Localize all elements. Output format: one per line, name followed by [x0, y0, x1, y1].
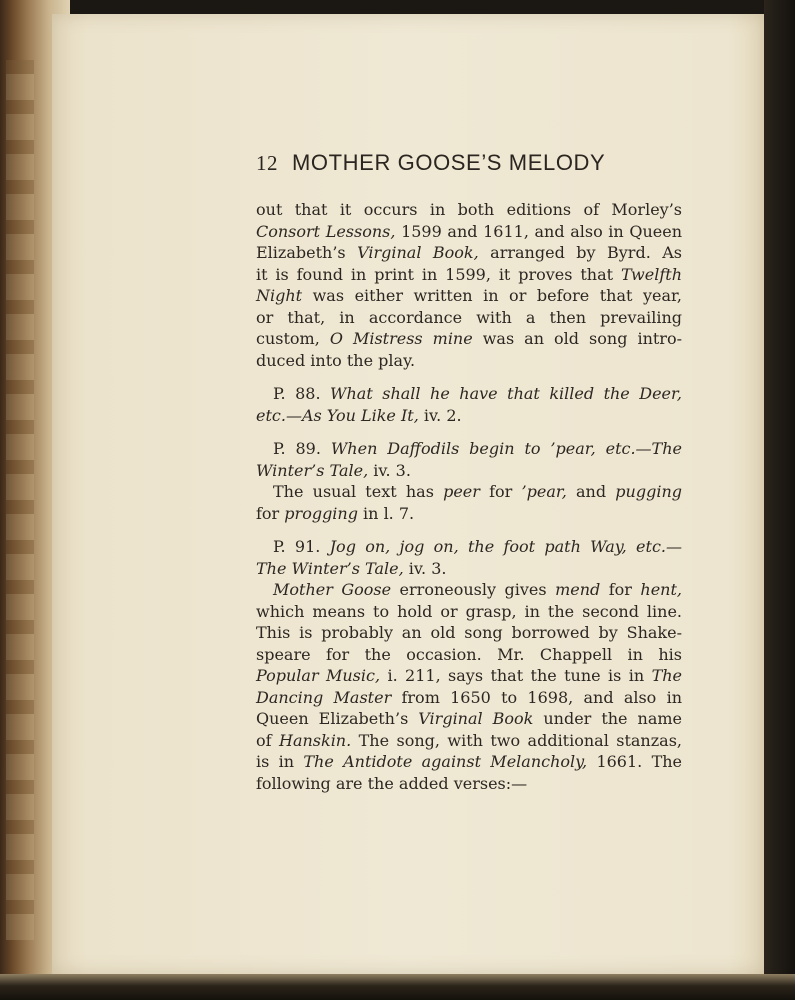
italic-span: Jog on, jog on, the foot path Way, etc.— — [329, 537, 682, 556]
text-line-19: This is probably an old song borrowed by Shake- — [256, 623, 682, 642]
page-bottom-edge — [0, 974, 795, 1000]
text-line-12: Winter’s Tale, iv. 3. — [256, 460, 411, 480]
italic-span: progging — [284, 503, 358, 523]
italic-span: The — [651, 666, 683, 685]
text-line-11: P. 89. When Daffodils begin to ’pear, etc.—The — [273, 439, 682, 458]
italic-span: The Winter’s Tale, — [256, 558, 404, 578]
running-title: MOTHER GOOSE’S MELODY — [292, 150, 606, 175]
text-line-1: out that it occurs in both editions of Morley’s — [256, 200, 682, 219]
text-line-26: following are the added verses:— — [256, 773, 528, 793]
text-line-24: of Hanskin. The song, with two additional stanzas, — [256, 730, 682, 750]
spine-wear-texture — [6, 60, 34, 940]
italic-span: Virginal Book — [418, 709, 534, 728]
text-line-21: Popular Music, i. 211, says that the tune is in The — [256, 666, 683, 685]
italic-span: ’pear, — [521, 482, 567, 501]
text-line-7: custom, O Mistress mine was an old song intro- — [256, 329, 682, 348]
text-line-16: The Winter’s Tale, iv. 3. — [256, 558, 447, 578]
paragraph-gap — [256, 371, 682, 383]
italic-span: Twelfth — [620, 264, 682, 284]
italic-span: O Mistress mine — [329, 329, 473, 348]
paragraph-gap — [256, 426, 682, 438]
italic-span: Night — [256, 286, 303, 305]
text-line-10: etc.—As You Like It, iv. 2. — [256, 405, 462, 425]
text-line-23: Queen Elizabeth’s Virginal Book under the name — [256, 709, 682, 728]
text-line-18: which means to hold or grasp, in the second line. — [256, 601, 682, 621]
text-line-15: P. 91. Jog on, jog on, the foot path Way, etc.— — [273, 537, 682, 556]
text-line-9: P. 88. What shall he have that killed the Deer, — [273, 384, 683, 403]
italic-span: Popular Music, — [256, 666, 381, 685]
italic-span: What shall he have that killed the Deer, — [330, 384, 683, 403]
page-number: 12 — [256, 151, 278, 175]
text-line-3: Elizabeth’s Virginal Book, arranged by Byrd. As — [256, 243, 683, 262]
italic-span: Mother Goose — [273, 580, 392, 599]
text-line-2: Consort Lessons, 1599 and 1611, and also in Queen — [256, 221, 683, 241]
text-line-25: is in The Antidote against Melancholy, 1661. The — [256, 752, 683, 771]
text-line-13: The usual text has peer for ’pear, and pugging — [273, 482, 682, 501]
italic-span: Dancing Master — [256, 687, 392, 707]
italic-span: When Daffodils begin to ’pear, etc.—The — [330, 439, 682, 458]
text-line-14: for progging in l. 7. — [256, 503, 415, 523]
italic-span: mend — [555, 580, 601, 599]
text-line-20: speare for the occasion. Mr. Chappell in his — [256, 644, 682, 664]
italic-span: pugging — [615, 482, 682, 501]
italic-span: peer — [443, 482, 480, 501]
text-line-17: Mother Goose erroneously gives mend for hent, — [273, 580, 682, 599]
page-right-shadow — [764, 0, 795, 1000]
italic-span: The Antidote against Melancholy, — [303, 752, 588, 771]
italic-span: hent, — [640, 580, 682, 599]
paragraph-gap — [256, 524, 682, 536]
text-line-22: Dancing Master from 1650 to 1698, and also in — [256, 687, 682, 707]
italic-span: Hanskin. — [278, 730, 352, 750]
italic-span: etc.—As You Like It, — [256, 405, 419, 425]
text-line-8: duced into the play. — [256, 350, 416, 370]
text-line-6: or that, in accordance with a then prevailing — [256, 307, 682, 327]
italic-span: Winter’s Tale, — [256, 460, 369, 480]
text-line-4: it is found in print in 1599, it proves that Twelfth — [256, 264, 682, 284]
page-header — [256, 150, 686, 184]
italic-span: Virginal Book, — [357, 243, 479, 262]
body-text — [256, 199, 682, 794]
italic-span: Consort Lessons, — [256, 221, 396, 241]
text-line-5: Night was either written in or before that year, — [256, 286, 682, 305]
